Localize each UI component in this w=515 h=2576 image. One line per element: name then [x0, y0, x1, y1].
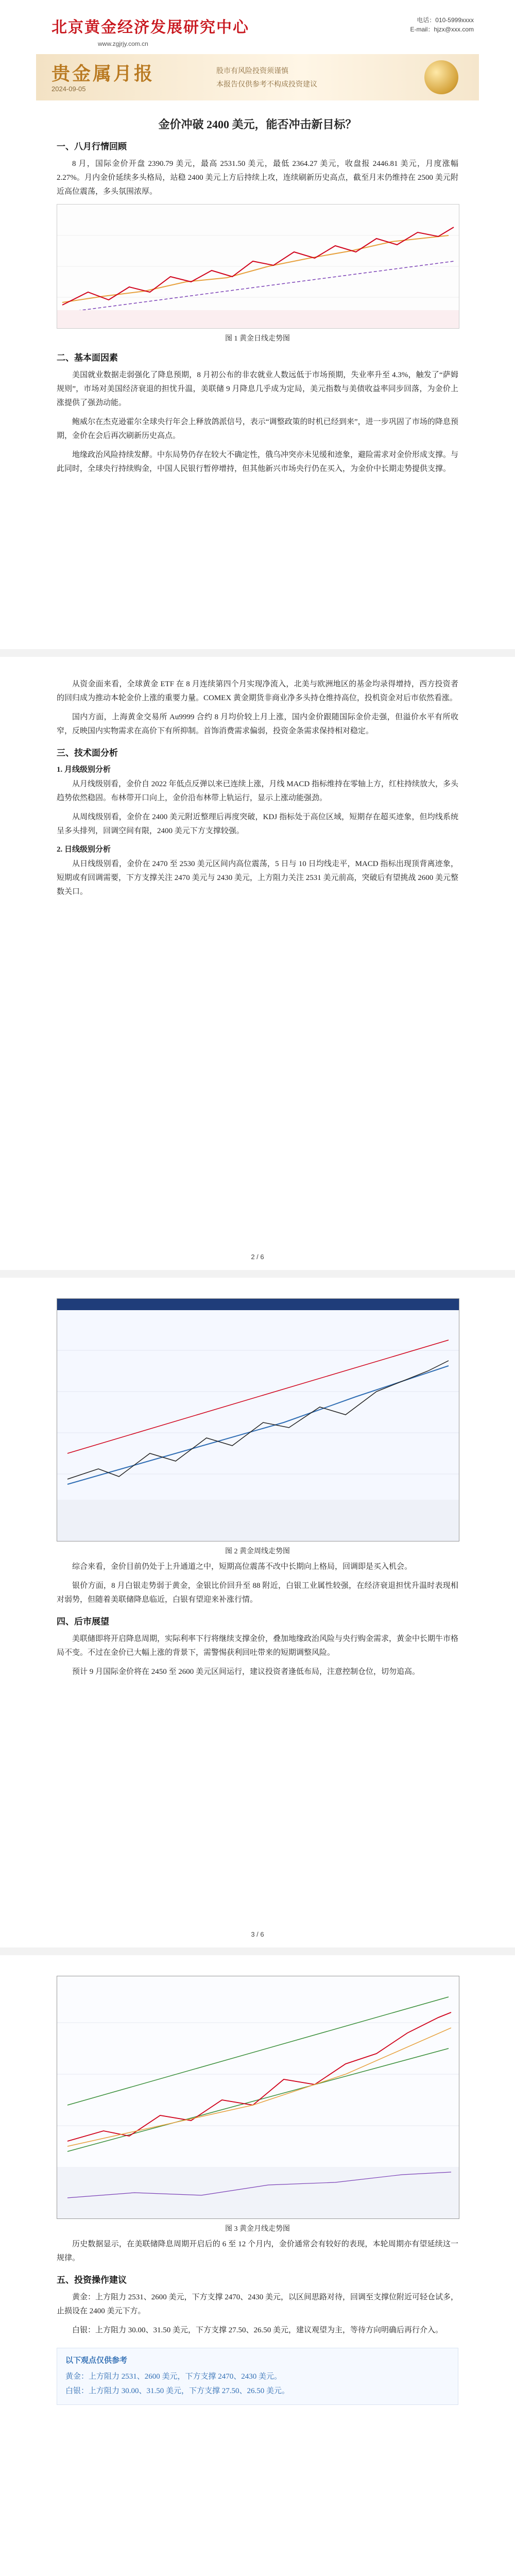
section-heading-3: 三、技术面分析	[57, 748, 118, 758]
advice-silver: 白银：上方阻力 30.00、31.50 美元，下方支撑 27.50、26.50 美元，建议观望为主，等待方向明确后再行介入。	[72, 2326, 443, 2334]
report-header	[36, 10, 479, 100]
section-heading-5: 五、投资操作建议	[57, 2275, 127, 2285]
page1-body	[57, 116, 458, 481]
forecast-para-1: 美联储即将开启降息周期，实际利率下行将继续支撑金价，叠加地缘政治风险与央行购金需求，黄金中长期牛市格局不变。不过在金价已大幅上涨的背景下，需警惕获利回吐带来的短期调整风险。	[57, 1635, 459, 1657]
header-banner	[36, 54, 479, 100]
tip-silver: 白银：上方阻力 30.00、31.50 美元，下方支撑 27.50、26.50 美元。	[65, 2387, 290, 2395]
gold-daily-chart	[57, 204, 459, 329]
gold-monthly-chart-svg	[57, 1976, 459, 2218]
tips-box	[57, 2348, 458, 2405]
page3-body	[57, 1298, 458, 1684]
technical-para-2: 从周线级别看，金价在 2400 美元附近整理后再度突破，KDJ 指标处于高位区域，短期存在超买迹象，但均线系统呈多头排列，回调空间有限，2400 美元下方支撑较强。	[57, 813, 458, 835]
subheading-3-2: 2. 日线级别分析	[57, 845, 111, 854]
monthly-indicator-panel	[57, 2167, 459, 2218]
article-title: 金价冲破 2400 美元，能否冲击新目标？	[158, 118, 357, 131]
subheading-3-1: 1. 月线级别分析	[57, 766, 111, 774]
outlook-para-2: 银价方面，8 月白银走势弱于黄金，金银比价回升至 88 附近，白银工业属性较强，在经济衰退担忧升温时表现相对弱势，但随着美联储降息临近，白银有望迎来补涨行情。	[57, 1582, 458, 1604]
section-heading-4: 四、后市展望	[57, 1617, 109, 1626]
notice-2: 本报告仅供参考不构成投资建议	[216, 81, 317, 89]
report-page-1	[0, 0, 515, 649]
report-issue: 2024-09-05	[52, 85, 86, 93]
page-number-3: 3 / 6	[251, 1930, 264, 1938]
outlook-para-1: 综合来看，金价目前仍处于上升通道之中，短期高位震荡不改中长期向上格局，回调即是买入机会。	[72, 1563, 413, 1571]
fundamental-para-2: 鲍威尔在杰克逊霍尔全球央行年会上释放鸽派信号，表示“调整政策的时机已经到来”，进一步巩固了市场的降息预期，金价在会后再次刷新历史高点。	[57, 418, 458, 440]
fundamental-para-3: 地缘政治风险持续发酵。中东局势仍存在较大不确定性，俄乌冲突亦未见缓和迹象，避险需求对金价形成支撑。与此同时，全球央行持续购金，中国人民银行暂停增持，但其他新兴市场央行仍在买入，为金价中长期走势提供支撑。	[57, 451, 459, 473]
page2-body	[57, 677, 458, 904]
tips-title: 以下观点仅供参考	[65, 2357, 128, 2365]
capital-para-2: 国内方面，上海黄金交易所 Au9999 合约 8 月均价较上月上涨，国内金价跟随国际金价走强，但溢价水平有所收窄，反映国内实物需求在高价下有所抑制。首饰消费需求偏弱，投资金条需求保持相对稳定。	[57, 713, 458, 735]
forecast-para-2: 预计 9 月国际金价将在 2450 至 2600 美元区间运行，建议投资者逢低布局，注意控制仓位，切勿追高。	[72, 1668, 420, 1676]
figure-1-caption: 图 1 黄金日线走势图	[225, 335, 290, 343]
header-website: www.zgjrjy.com.cn	[98, 40, 148, 47]
gold-weekly-chart	[57, 1298, 459, 1541]
page4-body	[57, 1976, 458, 2405]
report-page-4	[0, 1955, 515, 2576]
gold-monthly-chart	[57, 1976, 459, 2219]
notice-1: 股市有风险投资须谨慎	[216, 67, 288, 75]
technical-para-1: 从月线级别看，金价自 2022 年低点反弹以来已连续上涨，月线 MACD 指标维持在零轴上方，红柱持续放大，多头趋势依然稳固。布林带开口向上，金价沿布林带上轨运行，显示上涨动能强劲。	[57, 780, 459, 802]
gold-daily-chart-svg	[57, 205, 459, 328]
fundamental-para-1: 美国就业数据走弱强化了降息预期，8 月初公布的非农就业人数远低于市场预期，失业率升至 4.3%，触发了“萨姆规则”，市场对美国经济衰退的担忧升温，美联储 9 月降息几乎成为定局，美元指数与美债收益率同步回落，为金价上涨提供了强劲动能。	[57, 371, 458, 407]
tip-gold: 黄金：上方阻力 2531、2600 美元，下方支撑 2470、2430 美元。	[65, 2372, 282, 2381]
page-number-2: 2 / 6	[251, 1253, 264, 1261]
chart-volume-bars	[57, 310, 459, 328]
header-logo-title: 北京黄金经济发展研究中心	[52, 19, 249, 36]
advice-gold: 黄金：上方阻力 2531、2600 美元，下方支撑 2470、2430 美元，以区间思路对待，回调至支撑位附近可轻仓试多，止损设在 2400 美元下方。	[57, 2293, 459, 2315]
history-para: 历史数据显示，在美联储降息周期开启后的 6 至 12 个月内，金价通常会有较好的表现，本轮周期亦有望延续这一规律。	[57, 2240, 458, 2262]
figure-3-caption: 图 3 黄金月线走势图	[225, 2225, 290, 2233]
figure-2-caption: 图 2 黄金周线走势图	[225, 1548, 290, 1555]
intro-paragraph: 8 月，国际金价开盘 2390.79 美元，最高 2531.50 美元，最低 2364.27 美元，收盘报 2446.81 美元，月度涨幅 2.27%。月内金价延续多头格局，站稳 2400 美元上方后持续上攻，连续刷新历史高点，截至月末仍维持在 2500 美元附近高位震荡，多头氛围浓厚。	[57, 160, 458, 196]
section-heading-1: 一、八月行情回顾	[57, 142, 127, 151]
weekly-volume-panel	[57, 1500, 459, 1541]
header-email: E-mail：hjzx@xxx.com	[410, 26, 474, 33]
gold-coin-icon	[424, 60, 458, 94]
capital-para-1: 从资金面来看，全球黄金 ETF 在 8 月连续第四个月实现净流入，北美与欧洲地区的基金均录得增持，西方投资者的回归成为推动本轮金价上涨的重要力量。COMEX 黄金期货非商业净多头持仓维持高位，投机资金对后市依然看涨。	[57, 680, 458, 702]
header-tel: 电话：010-5999xxxx	[417, 16, 474, 24]
section-heading-2: 二、基本面因素	[57, 353, 118, 363]
report-title: 贵金属月报	[52, 63, 155, 84]
report-page-3	[0, 1278, 515, 1947]
report-page-2	[0, 657, 515, 1270]
gold-weekly-chart-svg	[57, 1299, 459, 1541]
technical-para-3: 从日线级别看，金价在 2470 至 2530 美元区间内高位震荡，5 日与 10 日均线走平，MACD 指标出现顶背离迹象，短期或有回调需要，下方支撑关注 2470 美元与 2430 美元，上方阻力关注 2531 美元前高，突破后有望挑战 2600 美元整数关口。	[57, 860, 459, 896]
